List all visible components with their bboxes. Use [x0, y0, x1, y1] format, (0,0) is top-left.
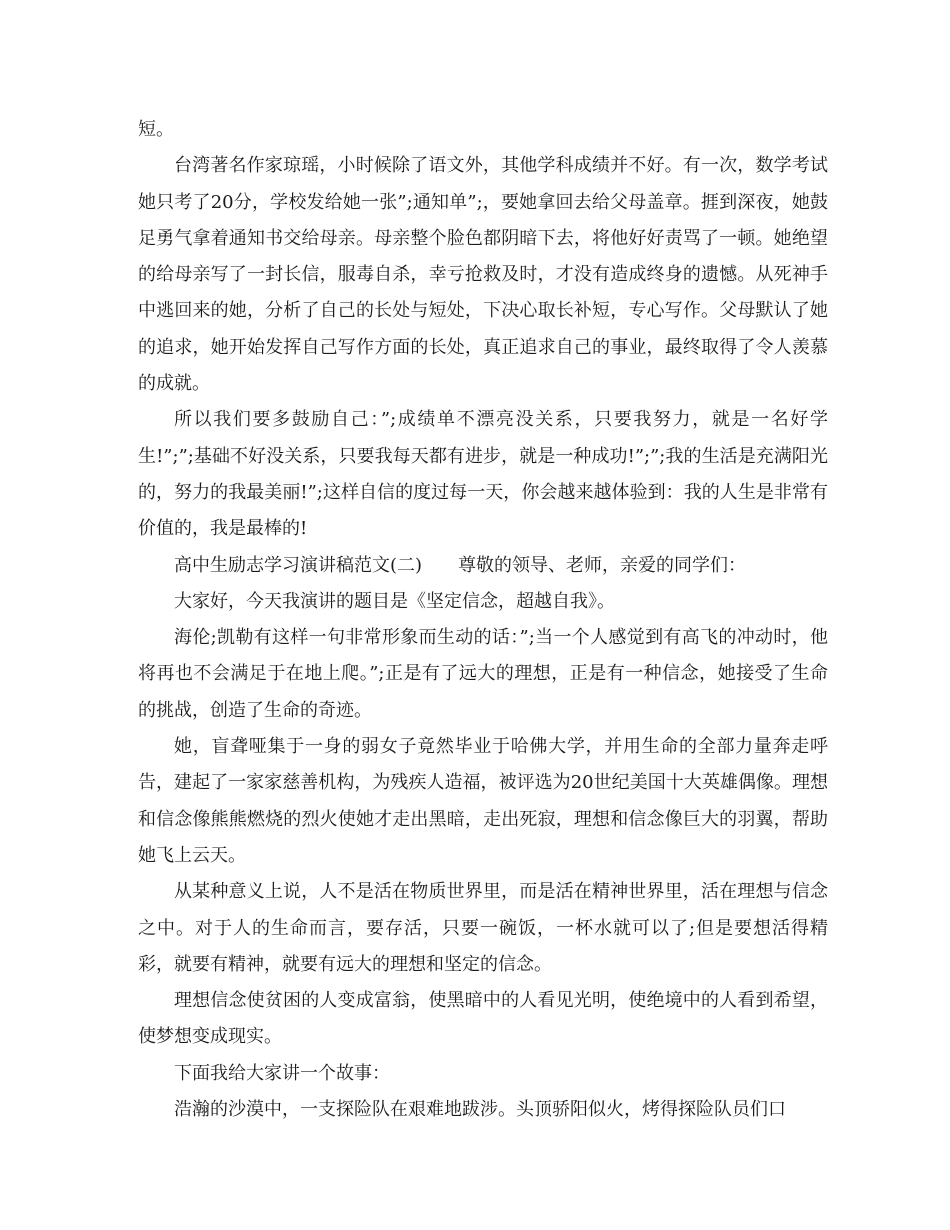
paragraph: 台湾著名作家琼瑶，小时候除了语文外，其他学科成绩并不好。有一次，数学考试她只考了20分，学校发给她一张”;通知单”;，要她拿回去给父母盖章。捱到深夜，她鼓足勇气拿着通知书交给母亲。母亲整个脸色都阴暗下去，将他好好责骂了一顿。她绝望的给母亲写了一封长信，服毒自杀，幸亏抢救及时，才没有造成终身的遗憾。从死神手中逃回来的她，分析了自己的长处与短处，下决心取长补短，专心写作。父母默认了她的追求，她开始发挥自己写作方面的长处，真正追求自己的事业，最终取得了令人羡慕的成就。 — [138, 155, 828, 395]
paragraph: 下面我给大家讲一个故事： — [174, 1062, 390, 1084]
paragraph: 从某种意义上说，人不是活在物质世界里，而是活在精神世界里，活在理想与信念之中。对于人的生命而言，要存活，只要一碗饭，一杯水就可以了;但是要想活得精彩，就要有精神，就要有远大的理想和坚定的信念。 — [138, 881, 828, 975]
paragraph: 浩瀚的沙漠中，一支探险队在艰难地跋涉。头顶骄阳似火，烤得探险队员们口 — [174, 1099, 786, 1121]
paragraph: 海伦;凯勒有这样一句非常形象而生动的话：”;当一个人感觉到有高飞的冲动时，他将再也不会满足于在地上爬。”;正是有了远大的理想，正是有一种信念，她接受了生命的挑战，创造了生命的奇迹。 — [138, 627, 828, 721]
document-body — [138, 112, 828, 1128]
paragraph: 短。 — [138, 119, 174, 140]
paragraph: 她，盲聋哑集于一身的弱女子竟然毕业于哈佛大学，并用生命的全部力量奔走呼告，建起了一家家慈善机构，为残疾人造福，被评选为20世纪美国十大英雄偶像。理想和信念像熊熊燃烧的烈火使她才走出黑暗，走出死寂，理想和信念像巨大的羽翼，帮助她飞上云天。 — [138, 736, 828, 866]
paragraph: 理想信念使贫困的人变成富翁，使黑暗中的人看见光明，使绝境中的人看到希望，使梦想变成现实。 — [138, 990, 828, 1048]
paragraph: 大家好，今天我演讲的题目是《坚定信念，超越自我》。 — [174, 590, 615, 612]
section-heading-paragraph: 高中生励志学习演讲稿范文(二) 尊敬的领导、老师，亲爱的同学们： — [174, 554, 747, 576]
paragraph: 所以我们要多鼓励自己：”;成绩单不漂亮没关系，只要我努力，就是一名好学生!”;”;基础不好没关系，只要我每天都有进步，就是一种成功!”;”;我的生活是充满阳光的，努力的我最美丽!”;这样自信的度过每一天，你会越来越体验到：我的人生是非常有价值的，我是最棒的! — [138, 409, 828, 540]
